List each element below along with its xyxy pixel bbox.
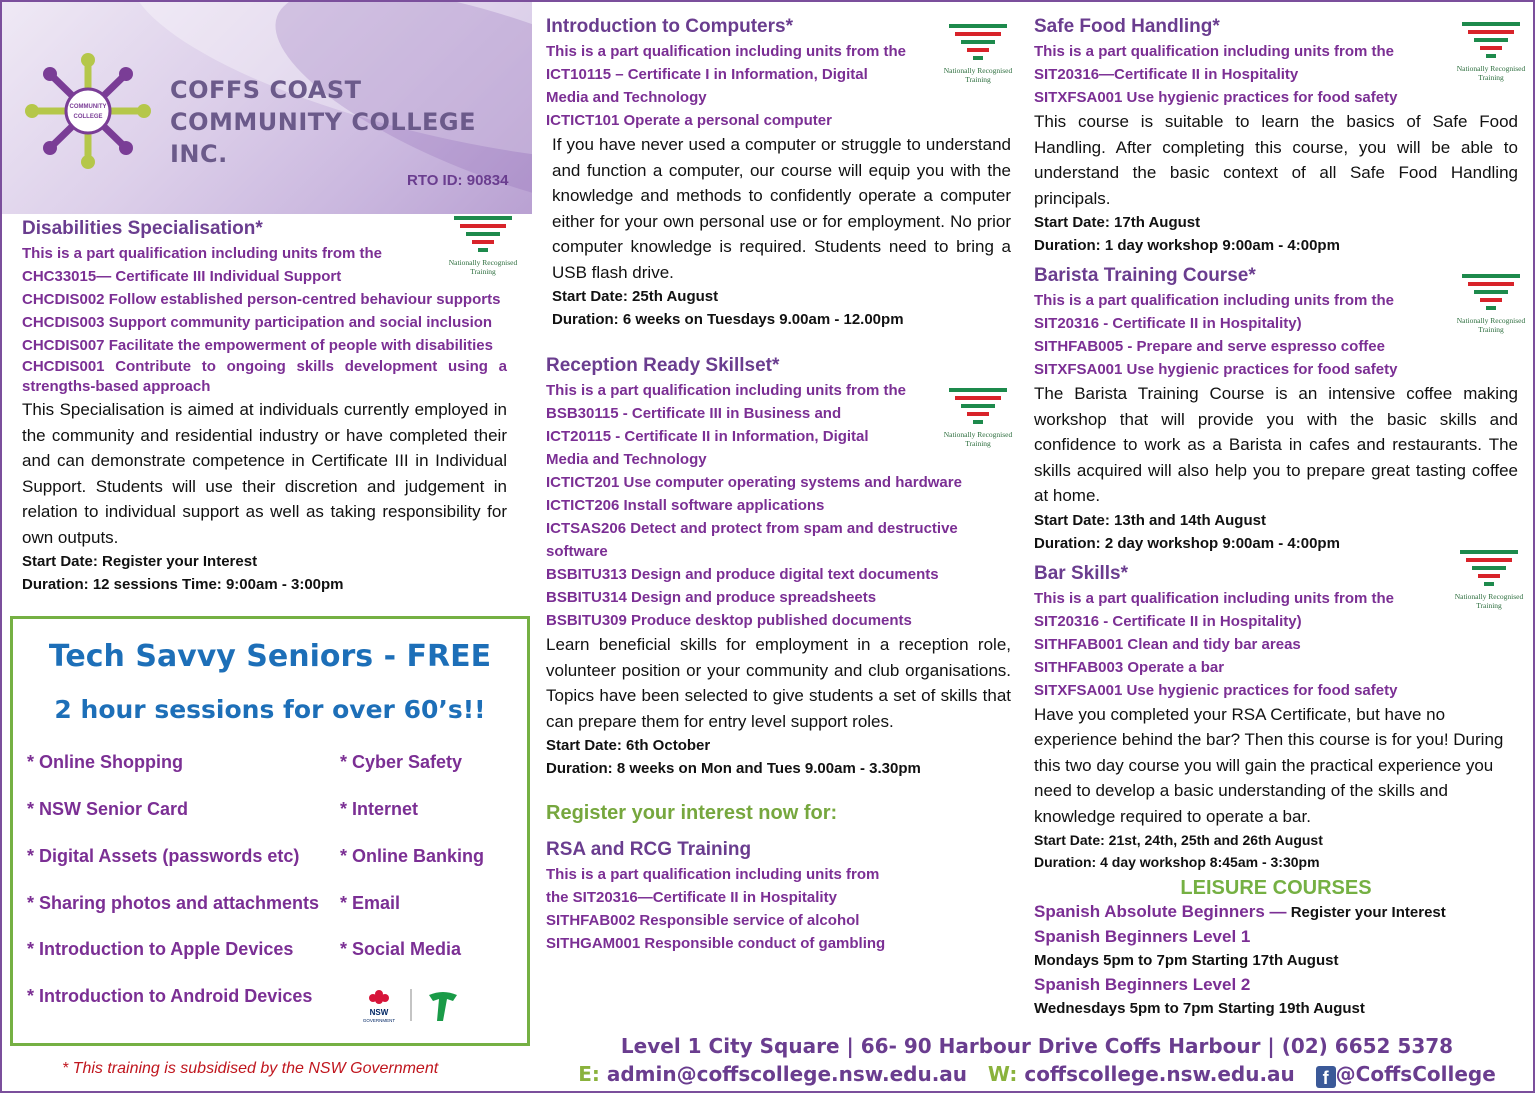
sponsor-logos bbox=[359, 985, 479, 1025]
course-unit: BSBITU313 Design and produce digital text documents bbox=[546, 566, 939, 583]
register-interest-heading: Register your interest now for: bbox=[546, 802, 838, 824]
nrt-triangle-icon bbox=[1456, 548, 1522, 592]
nrt-triangle-icon bbox=[945, 22, 1011, 66]
bar-skills-title: Bar Skills* bbox=[1034, 562, 1128, 584]
nrt-logo bbox=[937, 22, 1019, 94]
disabilities-description: This Specialisation is aimed at individuals currently employed in the community and residential industry or have completed their and can demonstrate competence in Certificate III in Individual Support. Students will use their discretion and judgement in relation to individual support as well as taking responsibility for own outputs. bbox=[22, 400, 507, 547]
subsidy-note: * This training is subsidised by the NSW Government bbox=[62, 1060, 439, 1077]
tech-savvy-box bbox=[10, 616, 530, 1046]
logo-text-community: COMMUNITY bbox=[69, 104, 107, 110]
course-unit: This is a part qualification including units from bbox=[546, 866, 880, 883]
nrt-logo bbox=[937, 386, 1019, 458]
tech-savvy-title: Tech Savvy Seniors - FREE bbox=[48, 639, 492, 674]
tech-topic: * Internet bbox=[340, 799, 419, 819]
intro-computers-duration: Duration: 6 weeks on Tuesdays 9.00am - 12.00pm bbox=[552, 311, 904, 328]
course-unit: ICT10115 – Certificate I in Information, Digital bbox=[546, 66, 868, 83]
leisure-course: Spanish Absolute Beginners — bbox=[1034, 902, 1287, 921]
course-unit: CHCDIS002 Follow established person-centred behaviour supports bbox=[22, 291, 501, 308]
nrt-label: Nationally Recognised Training bbox=[943, 430, 1013, 448]
reception-duration: Duration: 8 weeks on Mon and Tues 9.00am - 3.30pm bbox=[546, 760, 921, 777]
course-unit: BSBITU314 Design and produce spreadsheets bbox=[546, 589, 877, 606]
intro-computers-description: If you have never used a computer or struggle to understand and function a computer, our course will equip you with the knowledge and methods to confidently operate a computer either for your own personal use or for employment. No prior computer knowledge is required. Students need to bring a USB flash drive. bbox=[552, 135, 1011, 282]
college-name bbox=[170, 74, 532, 170]
college-name-suffix: INC. bbox=[170, 140, 228, 168]
college-name-line1: COFFS COAST bbox=[170, 76, 362, 104]
footer-address: Level 1 City Square | 66- 90 Harbour Drive Coffs Harbour | (02) 6652 5378 bbox=[620, 1034, 1454, 1058]
footer-contacts bbox=[542, 1060, 1532, 1088]
footer bbox=[542, 1032, 1532, 1088]
telstra-icon bbox=[429, 992, 457, 1021]
barista-title: Barista Training Course* bbox=[1034, 265, 1256, 286]
barista-description: The Barista Training Course is an intensive coffee making workshop that will provide you with the basic skills and confidence to work as a Barista in cafes and restaurants. The skills acquired will also help you to prepare great tasting coffee at home. bbox=[1034, 384, 1518, 505]
course-unit: Media and Technology bbox=[546, 451, 707, 468]
safe-food-duration: Duration: 1 day workshop 9:00am - 4:00pm bbox=[1034, 237, 1340, 254]
course-unit: SIT20316 - Certificate II in Hospitality) bbox=[1034, 315, 1302, 332]
course-unit: CHCDIS007 Facilitate the empowerment of people with disabilities bbox=[22, 337, 493, 354]
barista-start: Start Date: 13th and 14th August bbox=[1034, 511, 1266, 529]
disabilities-duration: Duration: 12 sessions Time: 9:00am - 3:00pm bbox=[22, 576, 344, 593]
course-unit: SITXFSA001 Use hygienic practices for food safety bbox=[1034, 681, 1398, 699]
rsa-section bbox=[546, 837, 1011, 955]
tech-topic: * Cyber Safety bbox=[340, 752, 463, 772]
facebook-handle[interactable]: @CoffsCollege bbox=[1335, 1062, 1496, 1086]
nrt-label: Nationally Recognised Training bbox=[1454, 592, 1524, 610]
barista-duration: Duration: 2 day workshop 9:00am - 4:00pm bbox=[1034, 534, 1340, 552]
course-unit: BSBITU309 Produce desktop published documents bbox=[546, 612, 912, 629]
college-name-line2: COMMUNITY COLLEGE bbox=[170, 108, 476, 136]
nrt-triangle-icon bbox=[945, 386, 1011, 430]
header-banner bbox=[2, 2, 532, 214]
tech-topic: * Social Media bbox=[340, 939, 462, 959]
tech-topic: * Online Shopping bbox=[27, 752, 183, 772]
leisure-course: Spanish Beginners Level 2 bbox=[1034, 975, 1251, 994]
nrt-label: Nationally Recognised Training bbox=[1456, 316, 1526, 334]
disabilities-start: Start Date: Register your Interest bbox=[22, 553, 258, 570]
course-unit: SIT20316 - Certificate II in Hospitality) bbox=[1034, 612, 1302, 630]
course-unit: the SIT20316—Certificate II in Hospitality bbox=[546, 889, 837, 906]
safe-food-title: Safe Food Handling* bbox=[1034, 16, 1220, 37]
tech-topic: * NSW Senior Card bbox=[27, 799, 189, 819]
nrt-logo bbox=[1450, 272, 1532, 344]
nrt-label: Nationally Recognised Training bbox=[943, 66, 1013, 84]
course-unit: This is a part qualification including units from the bbox=[1034, 43, 1395, 60]
tech-savvy-subtitle: 2 hour sessions for over 60’s!! bbox=[54, 695, 486, 724]
safe-food-start: Start Date: 17th August bbox=[1034, 214, 1201, 231]
nrt-logo bbox=[442, 214, 524, 286]
barista-section bbox=[1034, 263, 1518, 555]
nrt-label: Nationally Recognised Training bbox=[448, 258, 518, 276]
course-unit: BSB30115 - Certificate III in Business and bbox=[546, 405, 842, 422]
course-unit: This is a part qualification including units from the bbox=[22, 245, 383, 262]
course-unit: ICTICT101 Operate a personal computer bbox=[546, 112, 832, 129]
nrt-triangle-icon bbox=[1458, 20, 1524, 64]
bar-skills-start: Start Date: 21st, 24th, 25th and 26th August bbox=[1034, 832, 1323, 848]
reception-start: Start Date: 6th October bbox=[546, 737, 711, 754]
leisure-title: LEISURE COURSES bbox=[1180, 877, 1372, 899]
safe-food-description: This course is suitable to learn the basics of Safe Food Handling. After completing this course, you will be able to understand the basic context of all Safe Food Handling principals. bbox=[1034, 112, 1518, 208]
rto-id: RTO ID: 90834 bbox=[407, 172, 509, 189]
course-unit: ICTSAS206 Detect and protect from spam and destructive software bbox=[546, 520, 958, 560]
nsw-logo-sub: GOVERNMENT bbox=[362, 1018, 396, 1023]
course-unit: CHC33015— Certificate III Individual Support bbox=[22, 268, 342, 285]
tech-topic: * Digital Assets (passwords etc) bbox=[27, 846, 300, 866]
college-logo-icon bbox=[22, 52, 154, 170]
email-label: E: bbox=[578, 1062, 600, 1086]
intro-computers-start: Start Date: 25th August bbox=[552, 288, 719, 305]
leisure-course-time: Wednesdays 5pm to 7pm Starting 19th August bbox=[1034, 1000, 1365, 1017]
course-unit: CHCDIS003 Support community participation and social inclusion bbox=[22, 314, 493, 331]
course-unit: This is a part qualification including units from the bbox=[1034, 589, 1395, 607]
web-label: W: bbox=[987, 1062, 1018, 1086]
nrt-logo bbox=[1450, 20, 1532, 92]
safe-food-section bbox=[1034, 14, 1518, 257]
column-right bbox=[1034, 14, 1518, 1021]
course-unit: This is a part qualification including units from the bbox=[546, 382, 907, 399]
course-unit: SIT20316—Certificate II in Hospitality bbox=[1034, 66, 1299, 83]
course-unit: SITHGAM001 Responsible conduct of gambling bbox=[546, 935, 886, 952]
nsw-logo-text: NSW bbox=[369, 1008, 389, 1017]
course-unit: SITHFAB005 - Prepare and serve espresso coffee bbox=[1034, 338, 1385, 355]
course-unit: SITHFAB001 Clean and tidy bar areas bbox=[1034, 635, 1301, 653]
leisure-course: Spanish Beginners Level 1 bbox=[1034, 927, 1251, 946]
leisure-section bbox=[1034, 877, 1518, 1021]
course-unit: CHCDIS001 Contribute to ongoing skills development using a strengths-based approach bbox=[22, 358, 507, 395]
column-middle bbox=[546, 14, 1011, 955]
leisure-course-note: Register your Interest bbox=[1286, 904, 1446, 921]
reception-description: Learn beneficial skills for employment in a reception role, volunteer position or your community and club organisations. Topics have been selected to give students a set of skills that can prepare them for entry level support roles. bbox=[546, 635, 1011, 731]
tech-topic: * Introduction to Apple Devices bbox=[27, 939, 294, 959]
bar-skills-section bbox=[1034, 561, 1518, 874]
course-unit: SITXFSA001 Use hygienic practices for food safety bbox=[1034, 89, 1398, 106]
course-unit: ICTICT206 Install software applications bbox=[546, 497, 825, 514]
course-unit: Media and Technology bbox=[546, 89, 707, 106]
reception-title: Reception Ready Skillset* bbox=[546, 355, 780, 376]
course-unit: ICT20115 - Certificate II in Information, Digital bbox=[546, 428, 869, 445]
nsw-waratah-icon bbox=[369, 990, 389, 1004]
rsa-title: RSA and RCG Training bbox=[546, 839, 752, 860]
tech-topic: * Online Banking bbox=[340, 846, 485, 866]
nrt-logo bbox=[1448, 548, 1530, 620]
facebook-icon[interactable]: f bbox=[1316, 1066, 1336, 1088]
tech-topic: * Sharing photos and attachments bbox=[27, 893, 320, 913]
tech-topic: * Email bbox=[340, 893, 401, 913]
course-unit: SITHFAB003 Operate a bar bbox=[1034, 658, 1225, 676]
course-unit: This is a part qualification including units from the bbox=[1034, 292, 1395, 309]
email-link[interactable]: admin@coffscollege.nsw.edu.au bbox=[599, 1062, 968, 1086]
nrt-triangle-icon bbox=[1458, 272, 1524, 316]
course-unit: ICTICT201 Use computer operating systems and hardware bbox=[546, 474, 962, 491]
disabilities-section bbox=[22, 216, 507, 596]
intro-computers-title: Introduction to Computers* bbox=[546, 16, 793, 37]
leisure-course-time: Mondays 5pm to 7pm Starting 17th August bbox=[1034, 952, 1339, 969]
logo-text-college: COLLEGE bbox=[73, 114, 103, 120]
tech-topic: * Introduction to Android Devices bbox=[27, 986, 313, 1006]
nrt-triangle-icon bbox=[450, 214, 516, 258]
bar-skills-duration: Duration: 4 day workshop 8:45am - 3:30pm bbox=[1034, 854, 1320, 870]
nrt-label: Nationally Recognised Training bbox=[1456, 64, 1526, 82]
web-link[interactable]: coffscollege.nsw.edu.au bbox=[1017, 1062, 1295, 1086]
disabilities-title: Disabilities Specialisation* bbox=[22, 218, 263, 239]
course-unit: This is a part qualification including units from the bbox=[546, 43, 907, 60]
bar-skills-description: Have you completed your RSA Certificate, but have no experience behind the bar? Then this course is for you! During this two day course you will gain the practical experience you need to develop a basic understanding of the skills and knowledge required to operate a bar. bbox=[1034, 704, 1504, 826]
course-unit: SITXFSA001 Use hygienic practices for food safety bbox=[1034, 361, 1398, 378]
course-unit: SITHFAB002 Responsible service of alcohol bbox=[546, 912, 860, 929]
